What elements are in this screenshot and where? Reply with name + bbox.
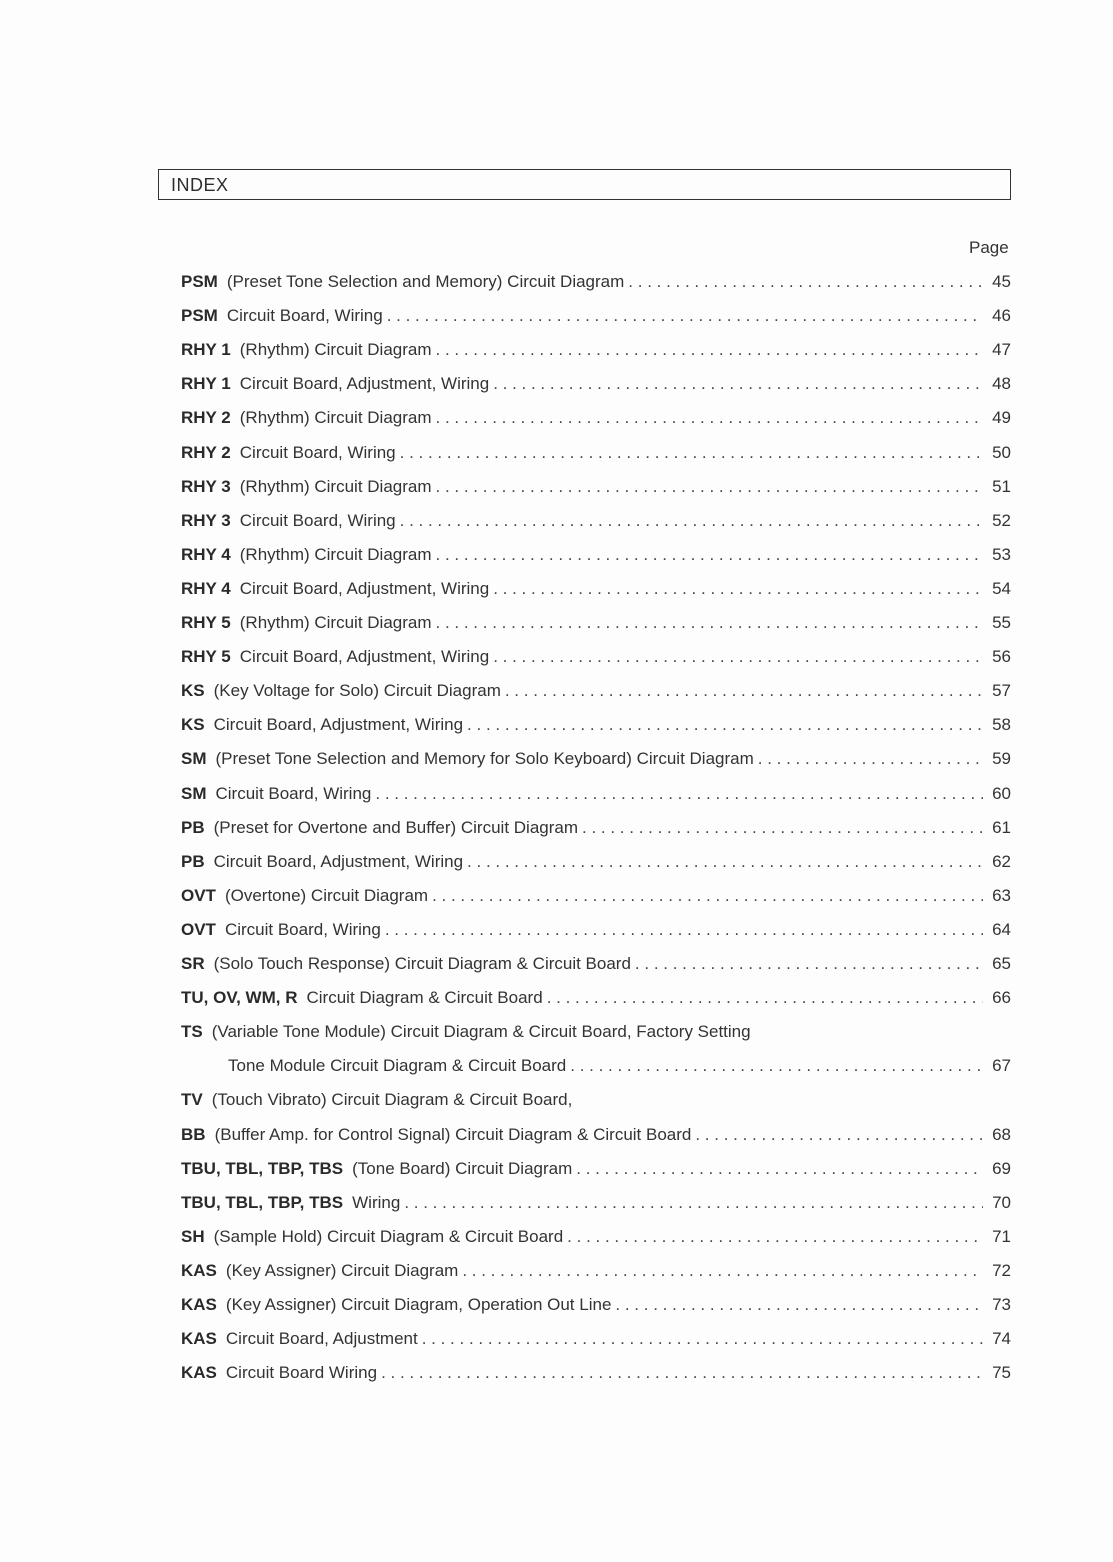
toc-entry-page-number: 71: [992, 1226, 1011, 1246]
toc-entry-title: (Tone Board) Circuit Diagram: [352, 1158, 573, 1178]
toc-entry-title: Circuit Board, Wiring: [224, 919, 381, 939]
toc-entry-page-number: 70: [992, 1192, 1011, 1212]
toc-entry-page-number: 72: [992, 1260, 1011, 1280]
toc-entry: [0, 713, 1113, 741]
toc-entry: [0, 611, 1113, 639]
toc-entry: [0, 884, 1113, 912]
toc-entry-code: SM: [181, 783, 207, 803]
toc-entry: [0, 441, 1113, 469]
dot-leader: [567, 1225, 983, 1249]
toc-entry-page-number: 64: [992, 919, 1011, 939]
toc-entry-page-number: 60: [992, 783, 1011, 803]
dot-leader: [570, 1054, 983, 1078]
dot-leader: [436, 543, 983, 567]
toc-entry-line: [181, 1225, 1011, 1249]
toc-entry-line: [181, 679, 1011, 703]
toc-entry-line: [181, 611, 1011, 635]
toc-entry-code: SR: [181, 954, 205, 973]
dot-leader: [436, 475, 983, 499]
toc-entry-code: PSM: [181, 272, 218, 291]
toc-entry-line: [181, 884, 1011, 908]
toc-entry-code: OVT: [181, 919, 216, 939]
toc-entry-title: (Preset Tone Selection and Memory for Solo Keyboard) Circuit Diagram: [215, 749, 754, 769]
toc-entry-line: [181, 1293, 1011, 1317]
toc-entry-page-number: 46: [992, 306, 1011, 326]
dot-leader: [467, 850, 983, 874]
toc-entry-code: TV: [181, 1090, 203, 1110]
toc-entry-line: [181, 543, 1011, 567]
toc-entry-line: [181, 986, 1011, 1010]
toc-entry-page-number: 73: [992, 1295, 1011, 1314]
toc-entry-page-number: 69: [992, 1158, 1011, 1178]
toc-entry-line: [181, 304, 1011, 328]
toc-entry-line: [181, 475, 1011, 499]
toc-entry-code: TBU, TBL, TBP, TBS: [181, 1158, 344, 1178]
toc-entry-line: [181, 406, 1011, 430]
toc-entry-page-number: 63: [992, 885, 1011, 905]
dot-leader: [385, 918, 983, 942]
toc-entry-title: (Buffer Amp. for Control Signal) Circuit Diagram & Circuit Board: [214, 1124, 692, 1144]
toc-entry-code: TU, OV, WM, R: [181, 988, 298, 1008]
dot-leader: [467, 713, 983, 737]
toc-entry-page-number: 66: [992, 988, 1011, 1008]
toc-entry-code: PSM: [181, 306, 218, 326]
dot-leader: [436, 338, 983, 362]
toc-entry-title: (Touch Vibrato) Circuit Diagram & Circuit Board,: [211, 1090, 573, 1110]
toc-entry-title: Circuit Board, Wiring: [239, 510, 396, 530]
toc-entry-code: RHY 5: [181, 613, 231, 632]
dot-leader: [400, 509, 983, 533]
toc-entry: [0, 1123, 1113, 1151]
toc-entry: [0, 782, 1113, 810]
toc-entry-code: RHY 5: [181, 647, 231, 667]
toc-entry-page-number: 65: [992, 954, 1011, 973]
toc-entry: [0, 850, 1113, 878]
toc-entry-page-number: 54: [992, 578, 1011, 598]
toc-entry-title: (Rhythm) Circuit Diagram: [239, 340, 432, 360]
toc-entry-page-number: 75: [992, 1363, 1011, 1383]
toc-entry-line: [181, 747, 1011, 771]
dot-leader: [400, 441, 983, 465]
toc-entry-title: (Key Voltage for Solo) Circuit Diagram: [213, 681, 501, 701]
toc-entry: [0, 1327, 1113, 1355]
dot-leader: [505, 679, 983, 703]
dot-leader: [758, 747, 983, 771]
toc-entry-title: (Overtone) Circuit Diagram: [224, 885, 429, 905]
toc-entry-code: OVT: [181, 885, 216, 905]
dot-leader: [432, 884, 983, 908]
dot-leader: [695, 1123, 983, 1147]
toc-entry-title: Circuit Board, Adjustment, Wiring: [239, 374, 490, 394]
toc-entry: [0, 372, 1113, 400]
toc-entry-line: [181, 918, 1011, 942]
dot-leader: [582, 816, 983, 840]
dot-leader: [387, 304, 983, 328]
toc-entry-title: Wiring: [352, 1192, 401, 1212]
toc-entry: [0, 543, 1113, 571]
toc-entry: [0, 509, 1113, 537]
toc-entry: [0, 270, 1113, 298]
toc-entry: [0, 1293, 1113, 1321]
toc-entry-code: RHY 3: [181, 476, 231, 496]
toc-entry-code: RHY 4: [181, 544, 231, 564]
dot-leader: [635, 952, 983, 976]
toc-entry: [0, 1361, 1113, 1389]
toc-entry-line: [181, 509, 1011, 533]
dot-leader: [615, 1293, 983, 1317]
toc-entry: [0, 406, 1113, 434]
toc-entry-code: RHY 2: [181, 408, 231, 428]
index-header-box: [158, 169, 1011, 200]
toc-entry-page-number: 74: [992, 1329, 1011, 1349]
toc-entry-title: (Rhythm) Circuit Diagram: [239, 613, 432, 632]
toc-entry-code: RHY 1: [181, 374, 231, 394]
toc-entry-line: [181, 645, 1011, 669]
toc-entry-page-number: 58: [992, 715, 1011, 735]
toc-entry-line: [181, 441, 1011, 465]
toc-entry-code: RHY 4: [181, 578, 231, 598]
toc-entry-page-number: 53: [992, 544, 1011, 564]
toc-entry-code: RHY 3: [181, 510, 231, 530]
toc-entry-code: RHY 2: [181, 442, 231, 462]
toc-entry-line: [181, 1191, 1011, 1215]
dot-leader: [381, 1361, 983, 1385]
toc-entry-code: PB: [181, 817, 205, 837]
toc-entry-line: [181, 338, 1011, 362]
dot-leader: [422, 1327, 983, 1351]
toc-entry-code: TS: [181, 1022, 203, 1042]
toc-entry-title: Circuit Board, Adjustment, Wiring: [213, 715, 464, 735]
toc-entry: [0, 1020, 1113, 1048]
dot-leader: [462, 1259, 983, 1283]
toc-entry-title: (Key Assigner) Circuit Diagram, Operation Out Line: [225, 1295, 612, 1314]
toc-entry-page-number: 62: [992, 851, 1011, 871]
toc-entry: [0, 304, 1113, 332]
toc-entry-title: (Rhythm) Circuit Diagram: [239, 476, 432, 496]
toc-entry-code: TBU, TBL, TBP, TBS: [181, 1192, 344, 1212]
toc-entry: [0, 1054, 1113, 1082]
toc-entry: [0, 1088, 1113, 1116]
toc-entry-line: [181, 1327, 1011, 1351]
toc-entry: [0, 338, 1113, 366]
toc-entry-title: Circuit Board, Wiring: [215, 783, 372, 803]
toc-entry-line: [181, 1157, 1011, 1181]
dot-leader: [404, 1191, 983, 1215]
toc-entry-code: KS: [181, 681, 205, 701]
toc-entry-title: (Rhythm) Circuit Diagram: [239, 408, 432, 428]
toc-entry: [0, 986, 1113, 1014]
dot-leader: [576, 1157, 983, 1181]
toc-entry-title: Circuit Board, Adjustment, Wiring: [239, 578, 490, 598]
toc-entry-title: (Solo Touch Response) Circuit Diagram & Circuit Board: [213, 954, 631, 973]
toc-entry-title: (Variable Tone Module) Circuit Diagram & Circuit Board, Factory Setting: [211, 1022, 751, 1042]
toc-entry: [0, 1259, 1113, 1287]
toc-entry-line: [181, 270, 1011, 294]
toc-entry-page-number: 57: [992, 681, 1011, 701]
toc-entry-line: [181, 1259, 1011, 1283]
toc-entry-title: Circuit Diagram & Circuit Board: [306, 988, 543, 1008]
dot-leader: [493, 645, 983, 669]
toc-entry-line: [228, 1054, 1011, 1078]
toc-entry-title: Tone Module Circuit Diagram & Circuit Board: [228, 1056, 567, 1076]
toc-entry-title: (Sample Hold) Circuit Diagram & Circuit Board: [213, 1226, 564, 1246]
toc-entry: [0, 645, 1113, 673]
toc-entry-code: KS: [181, 715, 205, 735]
toc-entry: [0, 747, 1113, 775]
toc-entry-title: Circuit Board, Wiring: [226, 306, 383, 326]
toc-entry-title: Circuit Board, Adjustment, Wiring: [239, 647, 490, 667]
toc-entry-code: KAS: [181, 1329, 217, 1349]
toc-entry-title: Circuit Board, Adjustment: [225, 1329, 418, 1349]
toc-entry-line: [181, 782, 1011, 806]
toc-entry: [0, 577, 1113, 605]
toc-entry-title: Circuit Board Wiring: [225, 1363, 378, 1383]
toc-entry: [0, 918, 1113, 946]
toc-entry-title: Circuit Board, Adjustment, Wiring: [213, 851, 464, 871]
toc-entry-title: (Key Assigner) Circuit Diagram: [225, 1260, 459, 1280]
toc-entry-title: (Rhythm) Circuit Diagram: [239, 544, 432, 564]
toc-entry-code: RHY 1: [181, 340, 231, 360]
toc-entry-page-number: 68: [992, 1124, 1011, 1144]
toc-entry-page-number: 67: [992, 1056, 1011, 1076]
toc-entry-code: BB: [181, 1124, 206, 1144]
toc-entry-page-number: 56: [992, 647, 1011, 667]
toc-entry-page-number: 59: [992, 749, 1011, 769]
toc-entry-page-number: 47: [992, 340, 1011, 360]
toc-entry: [0, 679, 1113, 707]
toc-entry-code: PB: [181, 851, 205, 871]
toc-entry: [0, 1225, 1113, 1253]
dot-leader: [436, 611, 983, 635]
toc-entry-code: KAS: [181, 1260, 217, 1280]
dot-leader: [628, 270, 983, 294]
toc-entry: [0, 1191, 1113, 1219]
toc-entry-title: (Preset for Overtone and Buffer) Circuit Diagram: [213, 817, 579, 837]
toc-entry-line: [181, 1020, 751, 1044]
dot-leader: [547, 986, 983, 1010]
toc-entry-line: [181, 372, 1011, 396]
page-column-header: Page: [969, 238, 1009, 257]
toc-entry-line: [181, 850, 1011, 874]
toc-entry-page-number: 52: [992, 510, 1011, 530]
toc-entry-code: SM: [181, 749, 207, 769]
toc-entry: [0, 1157, 1113, 1185]
toc-entry-line: [181, 1088, 572, 1112]
toc-entry-page-number: 55: [992, 613, 1011, 632]
toc-entry-line: [181, 952, 1011, 976]
toc-entry: [0, 475, 1113, 503]
toc-entry-line: [181, 577, 1011, 601]
toc-entry-code: SH: [181, 1226, 205, 1246]
toc-entry-page-number: 61: [992, 817, 1011, 837]
dot-leader: [493, 577, 983, 601]
toc-entry-code: KAS: [181, 1295, 217, 1314]
dot-leader: [436, 406, 983, 430]
toc-entry-page-number: 49: [992, 408, 1011, 428]
toc-entry-page-number: 51: [992, 476, 1011, 496]
toc-entry-line: [181, 713, 1011, 737]
toc-entry-page-number: 48: [992, 374, 1011, 394]
dot-leader: [493, 372, 983, 396]
index-title: INDEX: [171, 175, 229, 195]
toc-entry-title: (Preset Tone Selection and Memory) Circuit Diagram: [226, 272, 625, 291]
toc-entry-page-number: 50: [992, 442, 1011, 462]
toc-entry-line: [181, 1123, 1011, 1147]
toc-entry: [0, 816, 1113, 844]
toc-entry-code: KAS: [181, 1363, 217, 1383]
toc-entry-line: [181, 1361, 1011, 1385]
dot-leader: [375, 782, 983, 806]
toc-entry-page-number: 45: [992, 272, 1011, 291]
toc-entry-title: Circuit Board, Wiring: [239, 442, 396, 462]
toc-entry-line: [181, 816, 1011, 840]
toc-entry: [0, 952, 1113, 980]
